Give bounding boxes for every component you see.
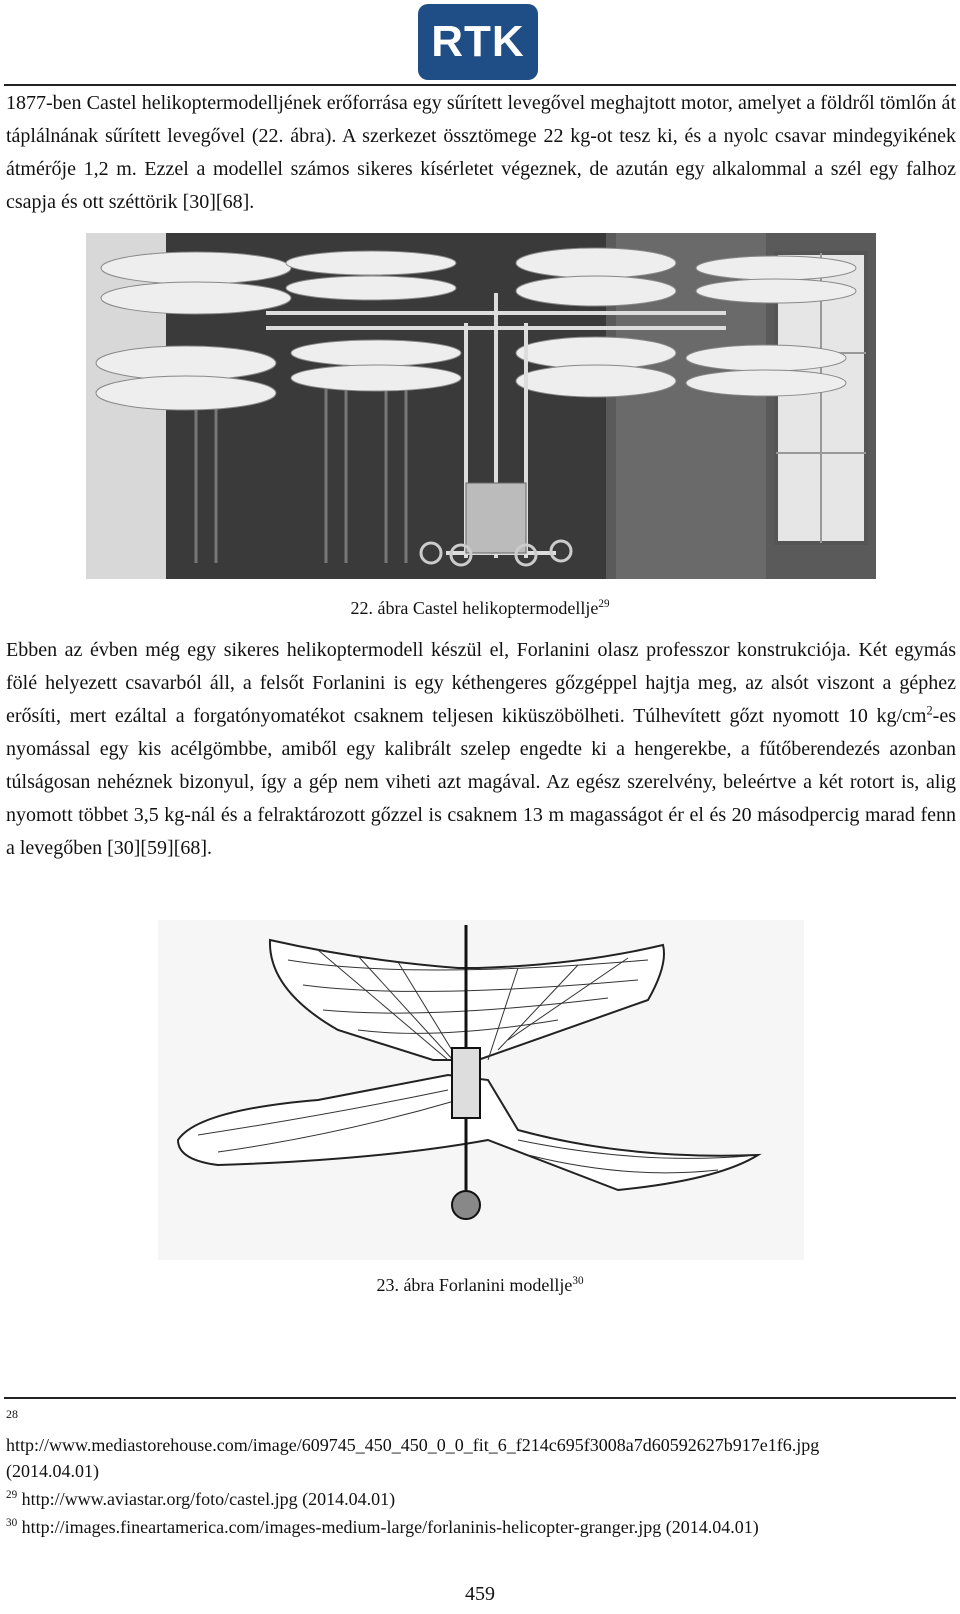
figure-22-caption: [0, 598, 960, 619]
footnote-30-link[interactable]: http://images.fineartamerica.com/images-medium-large/forlaninis-helicopter-granger.jpg (2014.04.01): [21, 1517, 759, 1537]
paragraph-forlanini-part1: Ebben az évben még egy sikeres helikoptermodell készül el, Forlanini olasz professzor konstrukciója. Két egymás fölé helyezett csavarból áll, a felsőt Forlanini is egy kéthengeres gőzgéppel hajtja meg, az alsót viszont a géphez erősíti, mert ezáltal a forgatónyomatékot csaknem teljesen kiküszöbölheti. Túlhevített gőzt nyomott 10 kg/cm: [6, 639, 956, 727]
footnote-29: [6, 1486, 956, 1512]
footnote-28-number: 28: [6, 1407, 18, 1421]
figure-23-caption-text: 23. ábra Forlanini modellje: [376, 1275, 573, 1295]
logo-text: RTK: [431, 17, 525, 66]
unit-superscript: 2: [926, 703, 933, 718]
footnote-rule: [4, 1397, 956, 1399]
footnote-ref-29[interactable]: 29: [598, 598, 610, 610]
footnote-30-number: 30: [6, 1517, 18, 1529]
paragraph-forlanini: [6, 634, 956, 865]
header-rule: [4, 84, 956, 86]
footnote-ref-30[interactable]: 30: [572, 1275, 584, 1287]
footnote-28-link[interactable]: http://www.mediastorehouse.com/image/609745_450_450_0_0_fit_6_f214c695f3008a7d60592627b917e1f6.jpg: [6, 1435, 820, 1455]
footnote-30: [6, 1514, 956, 1540]
figure-23-caption: [0, 1275, 960, 1296]
paragraph-castel: 1877-ben Castel helikoptermodelljének erőforrása egy sűrített levegővel meghajtott motor, amelyet a földről tömlőn át táplálnának sűrített levegővel (22. ábra). A szerkezet össztömege 22 kg-ot tesz ki, és a nyolc csavar mindegyikének átmérője 1,2 m. Ezzel a modellel számos sikeres kísérletet végeznek, de azután egy alkalommal a szél egy falhoz csapja és ott széttörik [30][68].: [6, 92, 956, 213]
forlanini-helicopter-engraving: [158, 920, 804, 1260]
castel-helicopter-photo: [86, 233, 876, 579]
forlanini-drawing: [158, 920, 804, 1260]
paragraph-forlanini-part2: -es nyomással egy kis acélgömbbe, amiből egy kalibrált szelep engedte ki a hengerekbe, a fűtőberendezés azonban túlságosan nehéznek bizonyul, így a gép nem viheti azt magával. Az egész szerelvény, beleértve a két rotort is, alig nyomott többet 3,5 kg-nál és a felraktározott gőzzel is csaknem 13 m magasságot ér el és 20 másodpercig marad fenn a levegőben [30][59][68].: [6, 705, 956, 859]
page-number: 459: [465, 1583, 495, 1605]
footnote-28-date: (2014.04.01): [6, 1461, 99, 1481]
footnote-29-link[interactable]: http://www.aviastar.org/foto/castel.jpg (2014.04.01): [21, 1489, 396, 1509]
figure-22-caption-text: 22. ábra Castel helikoptermodellje: [350, 598, 599, 618]
castel-photo-drawing: [86, 233, 876, 579]
footnote-29-number: 29: [6, 1489, 18, 1501]
rtk-logo: [418, 4, 538, 80]
